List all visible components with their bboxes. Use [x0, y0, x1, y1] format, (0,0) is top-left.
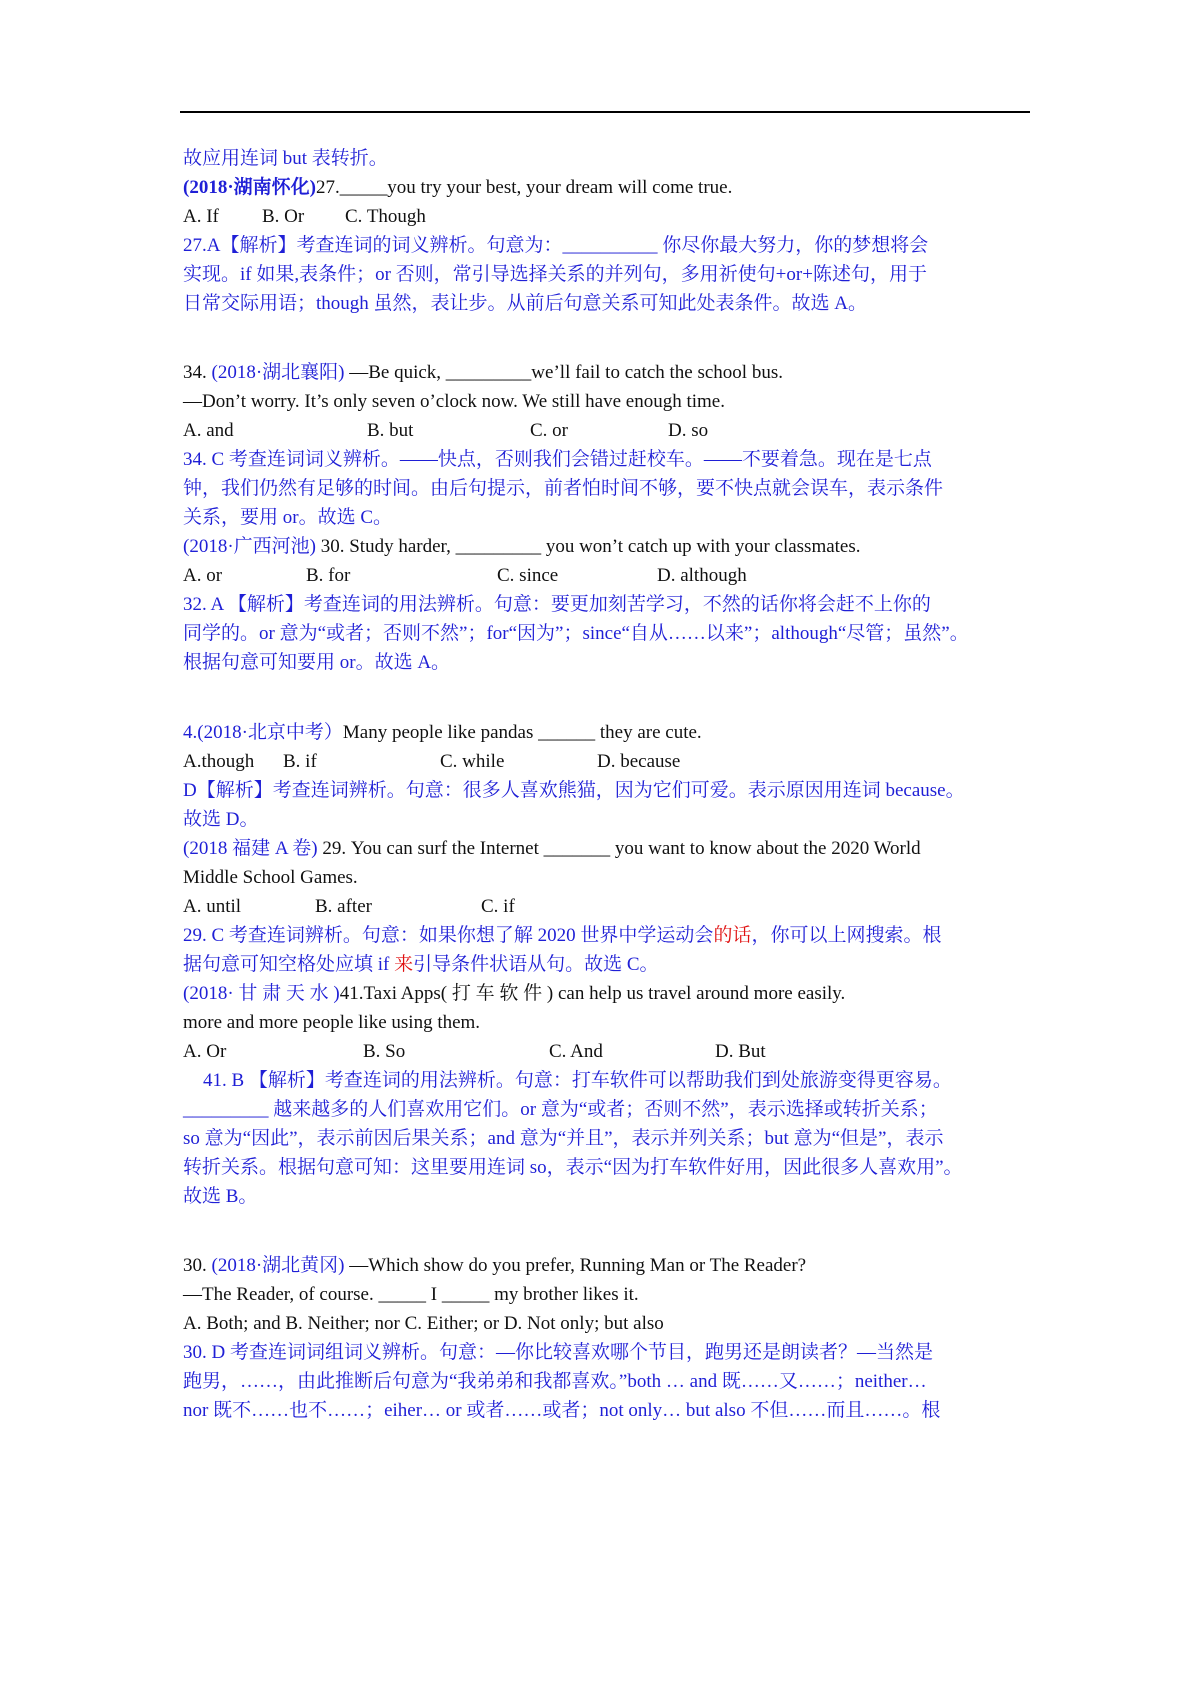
answer-line: 实现。if 如果,表条件；or 否则，常引导选择关系的并列句，多用祈使句+or+陈述句，用于 [183, 264, 927, 285]
answer-line: 转折关系。根据句意可知：这里要用连词 so，表示“因为打车软件好用，因此很多人喜欢用”。 [183, 1157, 963, 1178]
answer-line: 同学的。or 意为“或者；否则不然”；for“因为”；since“自从……以来”；although“尽管；虽然”。 [183, 623, 969, 644]
text-line: 故应用连词 but 表转折。 [183, 148, 388, 169]
question-text: Many people like pandas ______ they are cute. [342, 722, 702, 743]
header-rule [180, 111, 1030, 113]
option-a: A. If [183, 206, 219, 227]
answer-line: 钟，我们仍然有足够的时间。由后句提示，前者怕时间不够，要不快点就会误车，表示条件 [183, 478, 944, 499]
question-text: —Don’t worry. It’s only seven o’clock now. We still have enough time. [183, 391, 725, 412]
question-text: —The Reader, of course. _____ I _____ my brother likes it. [183, 1284, 639, 1305]
question-30-huanggang [183, 1254, 806, 1278]
answer-line [183, 953, 659, 977]
question-29 [183, 837, 921, 861]
question-text: Middle School Games. [183, 867, 358, 888]
option-c: C. while [440, 751, 505, 772]
answer-text: 29. C 考查连词辨析。句意：如果你想了解 2020 世界中学运动会 [183, 925, 714, 946]
option-a: A. or [183, 565, 223, 586]
question-4 [183, 721, 702, 745]
option-c: C. Though [345, 206, 426, 227]
question-34 [183, 361, 783, 385]
option-a: A.though [183, 751, 255, 772]
answer-line: 27.A【解析】考查连词的词义辨析。句意为：__________ 你尽你最大努力，你的梦想将会 [183, 235, 929, 256]
question-30-hechi [183, 535, 861, 559]
option-a: A. and [183, 420, 234, 441]
answer-line: 故选 B。 [183, 1186, 258, 1207]
answer-line: 跑男，……，由此推断后句意为“我弟弟和我都喜欢。”both … and 既……又……；neither… [183, 1371, 927, 1392]
answer-text: ，你可以上网搜索。根 [751, 925, 942, 946]
option-b: B. after [315, 896, 372, 917]
answer-line: so 意为“因此”，表示前因后果关系；and 意为“并且”，表示并列关系；but 意为“但是”，表示 [183, 1128, 944, 1149]
option-b: B. but [367, 420, 414, 441]
option-c: C. or [530, 420, 568, 441]
answer-line: 故选 D。 [183, 809, 259, 830]
question-text: —Be quick, _________we’ll fail to catch the school bus. [344, 362, 783, 383]
option-c: C. if [481, 896, 515, 917]
question-source: 4.(2018·北京中考） [183, 722, 343, 743]
answer-line: _________ 越来越多的人们喜欢用它们。or 意为“或者；否则不然”，表示选择或转折关系； [183, 1099, 938, 1120]
question-41 [183, 982, 845, 1006]
question-text: 27._____you try your best, your dream will come true. [316, 177, 733, 198]
option-b: B. Or [262, 206, 305, 227]
option-b: B. So [363, 1041, 406, 1062]
option-d: D. But [715, 1041, 766, 1062]
question-27 [183, 176, 732, 200]
answer-line: 根据句意可知要用 or。故选 A。 [183, 652, 451, 673]
answer-line [183, 924, 941, 948]
option-c: C. And [549, 1041, 603, 1062]
answer-text: 引导条件状语从句。故选 C。 [413, 954, 659, 975]
option-b: B. for [306, 565, 351, 586]
options-line: A. Both; and B. Neither; nor C. Either; or D. Not only; but also [183, 1313, 664, 1334]
answer-line: 34. C 考查连词词义辨析。——快点，否则我们会错过赶校车。——不要着急。现在是七点 [183, 449, 932, 470]
question-text: —Which show do you prefer, Running Man or The Reader? [344, 1255, 807, 1276]
question-number: 30. [183, 1255, 212, 1276]
answer-line: nor 既不……也不……；eiher… or 或者……或者；not only… but also 不但……而且……。根 [183, 1400, 941, 1421]
answer-line: 关系，要用 or。故选 C。 [183, 507, 393, 528]
question-text: more and more people like using them. [183, 1012, 481, 1033]
answer-line: 日常交际用语；though 虽然，表让步。从前后句意关系可知此处表条件。故选 A。 [183, 293, 868, 314]
question-number: 34. [183, 362, 212, 383]
question-source: (2018· 甘 肃 天 水 ) [183, 983, 340, 1004]
question-source: (2018·湖北襄阳) [211, 362, 345, 383]
answer-line: 41. B 【解析】考查连词的用法辨析。句意：打车软件可以帮助我们到处旅游变得更容易。 [203, 1070, 952, 1091]
question-source: (2018·湖南怀化) [183, 177, 316, 198]
option-d: D. because [597, 751, 681, 772]
option-a: A. Or [183, 1041, 227, 1062]
option-c: C. since [497, 565, 559, 586]
answer-line: D【解析】考查连词辨析。句意：很多人喜欢熊猫，因为它们可爱。表示原因用连词 because。 [183, 780, 965, 801]
question-source: (2018·广西河池) [183, 536, 316, 557]
option-d: D. although [657, 565, 747, 586]
highlighted-text: 的话 [713, 925, 752, 946]
question-source: (2018·湖北黄冈) [211, 1255, 345, 1276]
question-text: 29. You can surf the Internet _______ you want to know about the 2020 World [317, 838, 921, 859]
answer-text: 据句意可知空格处应填 if [183, 954, 395, 975]
answer-line: 32. A 【解析】考查连词的用法辨析。句意：要更加刻苦学习，不然的话你将会赶不上你的 [183, 594, 931, 615]
highlighted-text: 来 [394, 954, 414, 975]
question-text: 41.Taxi Apps( 打 车 软 件 ) can help us travel around more easily. [339, 983, 846, 1004]
question-text: 30. Study harder, _________ you won’t catch up with your classmates. [315, 536, 861, 557]
option-b: B. if [283, 751, 317, 772]
question-source: (2018 福建 A 卷) [183, 838, 318, 859]
option-a: A. until [183, 896, 242, 917]
answer-line: 30. D 考查连词词组词义辨析。句意：—你比较喜欢哪个节目，跑男还是朗读者？—当然是 [183, 1342, 933, 1363]
option-d: D. so [668, 420, 709, 441]
